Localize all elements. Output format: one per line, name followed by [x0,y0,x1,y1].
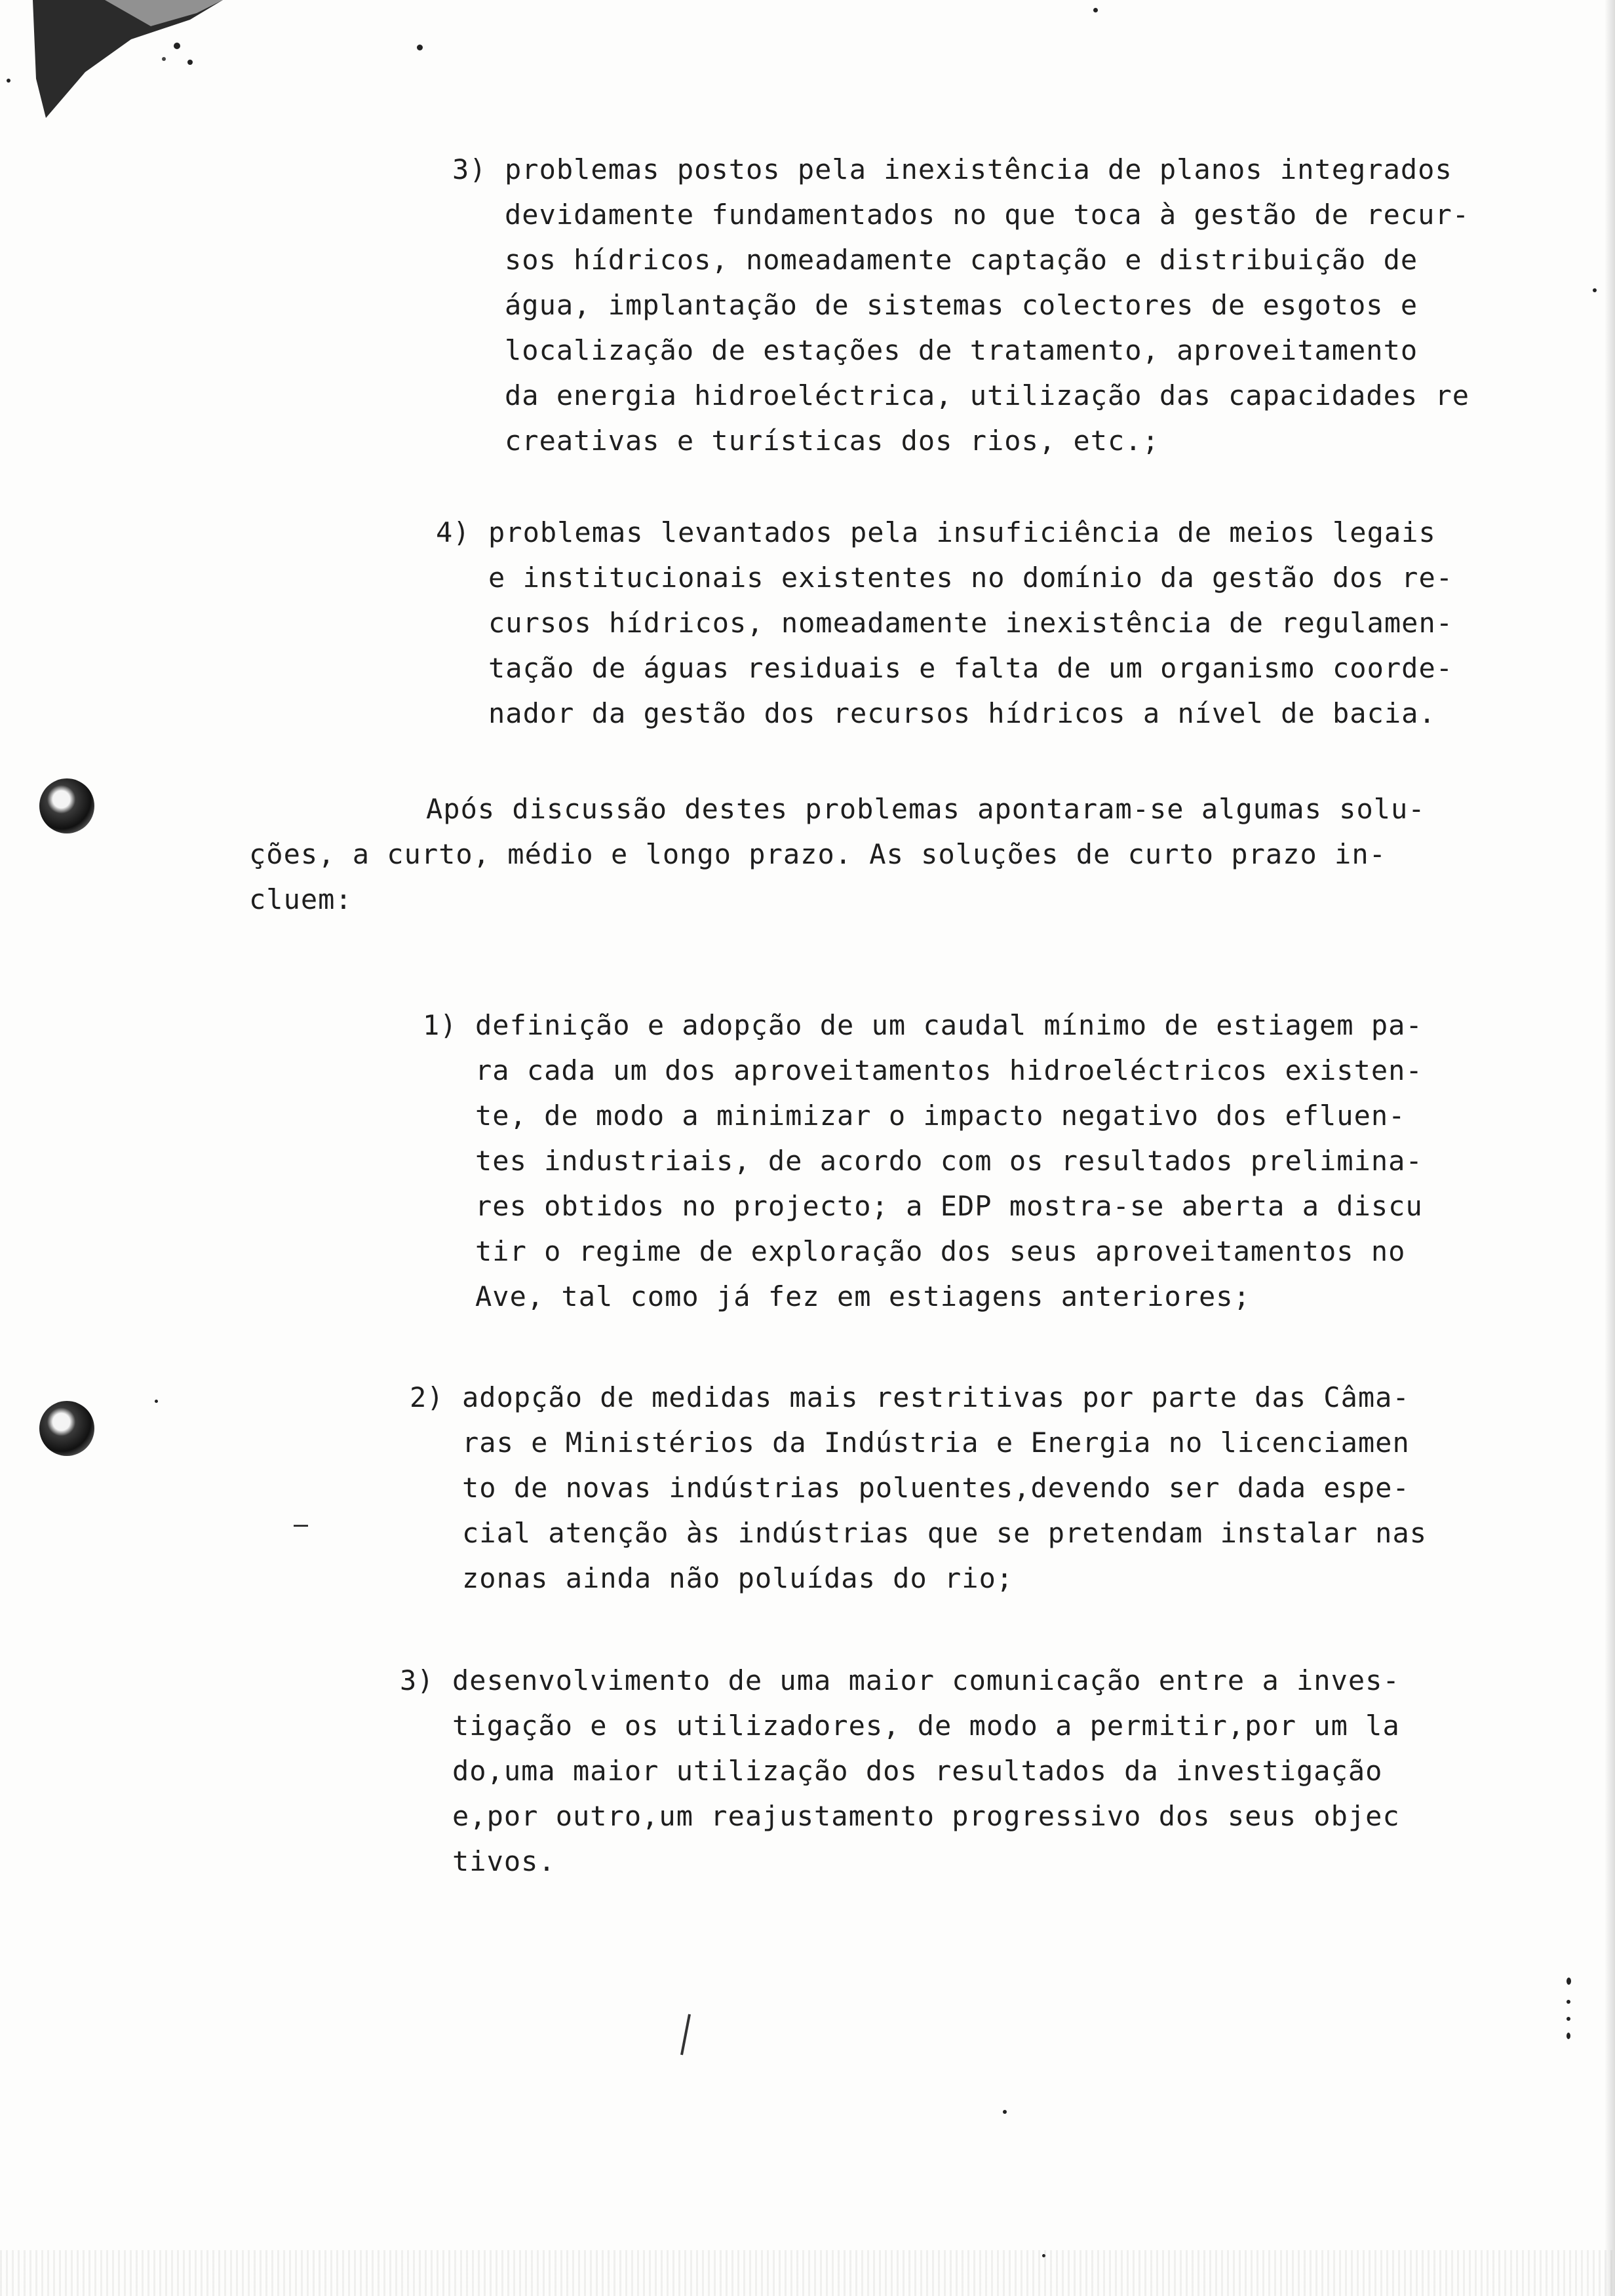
list-item [452,147,1606,463]
text-line: ções, a curto, médio e longo prazo. As soluções de curto prazo in- [249,838,1386,870]
text-line: Após discussão destes problemas apontaram-se algumas solu- [426,793,1426,825]
text-line: res obtidos no projecto; a EDP mostra-se aberta a discu [475,1190,1423,1222]
speck [1003,2110,1007,2114]
text-line: adopção de medidas mais restritivas por parte das Câma- [462,1381,1410,1413]
text-line: zonas ainda não poluídas do rio; [462,1562,1014,1594]
speck [155,1400,158,1403]
text-line: creativas e turísticas dos rios, etc.; [505,425,1159,457]
text-line: ra cada um dos aproveitamentos hidroeléctricos existen- [475,1054,1423,1086]
speck [1566,1978,1571,1985]
corner-stain [26,0,223,124]
text-line: problemas levantados pela insuficiência de meios legais [488,516,1436,548]
text-line: localização de estações de tratamento, aproveitamento [505,334,1418,366]
speck [1566,2017,1570,2021]
item-number: 4) [436,516,471,548]
text-line: to de novas indústrias poluentes,devendo ser dada espe- [462,1472,1410,1504]
stray-pen-mark [675,2012,695,2057]
text-line: devidamente fundamentados no que toca à gestão de recur- [505,199,1470,231]
speck [7,79,10,83]
speck [1566,2000,1570,2004]
text-line: tivos. [452,1845,556,1877]
punch-hole [39,1401,94,1456]
speck [1593,288,1597,292]
text-line: cluem: [249,883,353,915]
text-line: tigação e os utilizadores, de modo a permitir,por um la [452,1710,1400,1742]
text-line: nador da gestão dos recursos hídricos a nível de bacia. [488,697,1436,729]
text-line: definição e adopção de um caudal mínimo de estiagem pa- [475,1009,1423,1041]
text-line: problemas postos pela inexistência de planos integrados [505,153,1452,185]
text-line: da energia hidroeléctrica, utilização das capacidades re [505,379,1470,411]
item-number: 3) [452,153,487,185]
text-line: tir o regime de exploração dos seus aproveitamentos no [475,1235,1406,1267]
list-item [436,510,1603,736]
speck [1093,8,1098,12]
text-line: ras e Ministérios da Indústria e Energia no licenciamen [462,1426,1410,1459]
scan-noise-band [0,2250,1615,2296]
speck [1566,2033,1570,2039]
paragraph [249,786,1586,922]
text-line: água, implantação de sistemas colectores de esgotos e [505,289,1418,321]
text-line: e,por outro,um reajustamento progressivo dos seus objec [452,1800,1400,1832]
text-line: e institucionais existentes no domínio da gestão dos re- [488,562,1454,594]
item-number: 2) [410,1381,444,1413]
text-line: tes industriais, de acordo com os resultados prelimina- [475,1145,1423,1177]
list-item [400,1658,1593,1884]
item-number: 3) [400,1664,435,1696]
text-line: tação de águas residuais e falta de um organismo coorde- [488,652,1454,684]
text-line: cursos hídricos, nomeadamente inexistência de regulamen- [488,607,1454,639]
item-number: 1) [423,1009,457,1041]
text-line: cial atenção às indústrias que se pretendam instalar nas [462,1517,1428,1549]
text-line: desenvolvimento de uma maior comunicação entre a inves- [452,1664,1400,1696]
list-item [410,1375,1596,1601]
text-line: te, de modo a minimizar o impacto negativo dos efluen- [475,1100,1406,1132]
stray-dash-mark [294,1525,308,1527]
list-item [423,1003,1596,1319]
speck [417,45,423,50]
page-edge-shadow [1605,0,1615,2296]
text-line: do,uma maior utilização dos resultados da investigação [452,1755,1383,1787]
punch-hole [39,778,94,833]
text-line: Ave, tal como já fez em estiagens anteriores; [475,1280,1251,1312]
text-line: sos hídricos, nomeadamente captação e distribuição de [505,244,1418,276]
